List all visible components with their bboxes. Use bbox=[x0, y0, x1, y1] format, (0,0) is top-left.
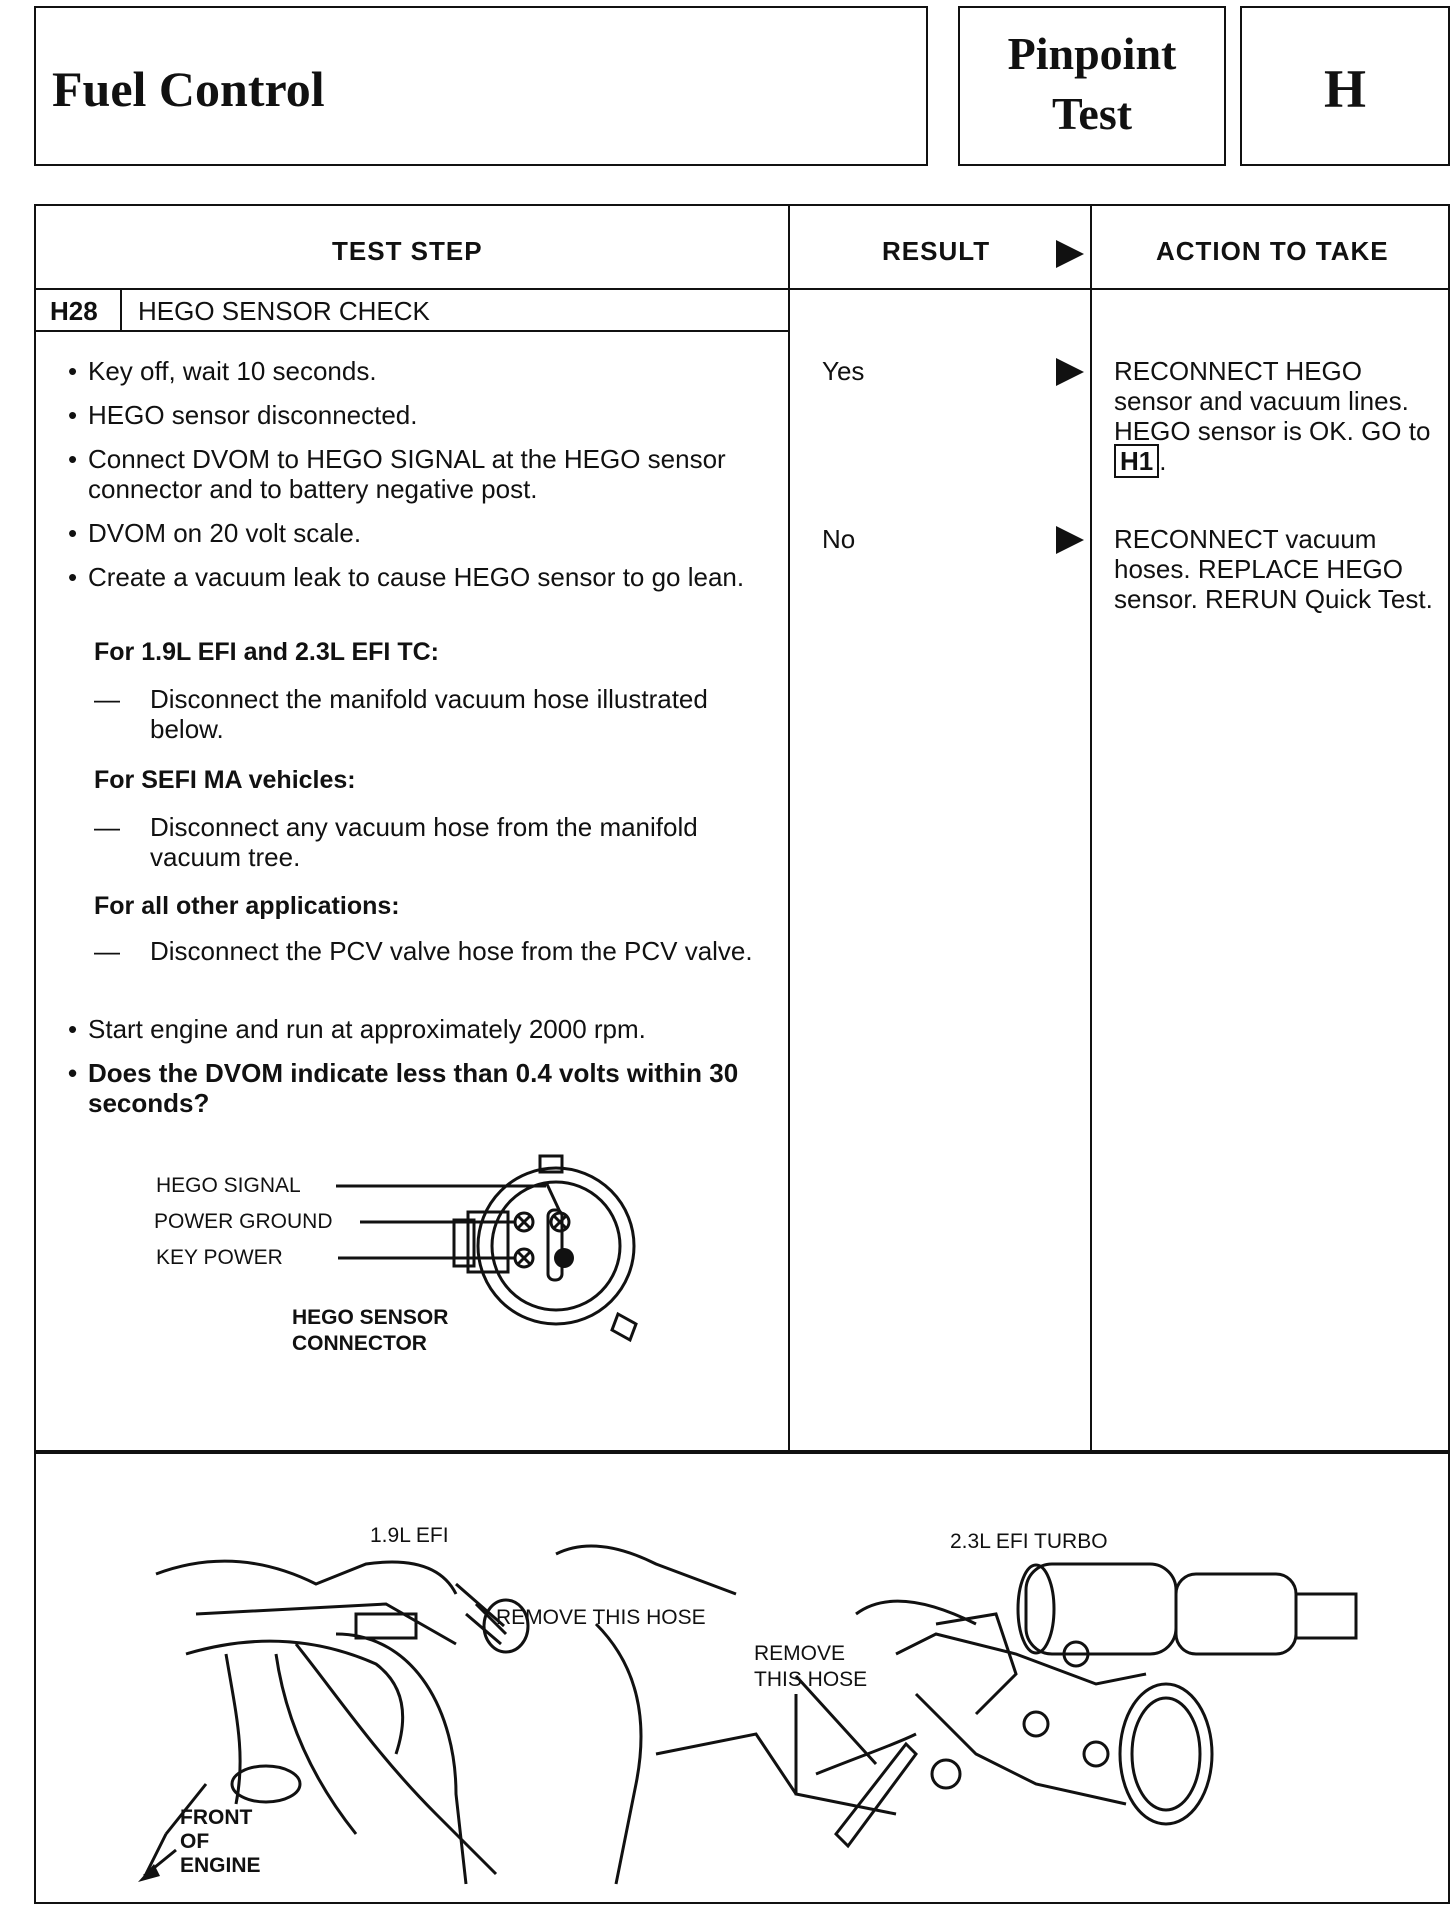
engine-23l-drawing bbox=[656, 1564, 1356, 1846]
step-bullet-4: • DVOM on 20 volt scale. bbox=[88, 518, 788, 548]
sub-item-3: — Disconnect the PCV valve hose from the PCV valve. bbox=[94, 936, 774, 966]
label-key-power: KEY POWER bbox=[156, 1246, 283, 1269]
step-title: HEGO SENSOR CHECK bbox=[138, 296, 430, 326]
page-title: Fuel Control bbox=[52, 61, 325, 117]
col-header-test-step: TEST STEP bbox=[332, 236, 483, 266]
sub-item-1: — Disconnect the manifold vacuum hose illustrated below. bbox=[94, 684, 714, 744]
step-bullet-1: • Key off, wait 10 seconds. bbox=[88, 356, 788, 386]
front-of-engine-2: OF bbox=[180, 1830, 210, 1853]
engine-drawings bbox=[36, 1454, 1448, 1902]
sub-heading-2: For SEFI MA vehicles: bbox=[94, 766, 356, 794]
test-table bbox=[34, 204, 1450, 1452]
step-bullet-2: • HEGO sensor disconnected. bbox=[88, 400, 788, 430]
sub-heading-1: For 1.9L EFI and 2.3L EFI TC: bbox=[94, 638, 439, 666]
engine-illustration-box bbox=[34, 1452, 1450, 1904]
engine-19l-drawing bbox=[146, 1546, 736, 1884]
test-letter-box bbox=[1240, 6, 1450, 166]
label-hego-signal: HEGO SIGNAL bbox=[156, 1174, 301, 1197]
step-bullet-3: • Connect DVOM to HEGO SIGNAL at the HEGO sensor connector and to battery negative post. bbox=[88, 444, 778, 504]
yes-arrow-icon bbox=[1056, 358, 1084, 386]
step-id-divider bbox=[120, 288, 122, 330]
step-bullet-6: • Start engine and run at approximately 2000 rpm. bbox=[88, 1014, 788, 1044]
pinpoint-test-box bbox=[958, 6, 1226, 166]
step-question: • Does the DVOM indicate less than 0.4 volts within 30 seconds? bbox=[88, 1058, 748, 1118]
sub-item-2: — Disconnect any vacuum hose from the manifold vacuum tree. bbox=[94, 812, 714, 872]
result-arrow-icon bbox=[1056, 240, 1084, 268]
sub-heading-3: For all other applications: bbox=[94, 892, 400, 920]
col-header-result: RESULT bbox=[882, 236, 991, 266]
fig-left-title: 1.9L EFI bbox=[370, 1524, 449, 1547]
result-no: No bbox=[822, 524, 856, 554]
goto-h1-link[interactable]: H1 bbox=[1114, 444, 1159, 478]
front-of-engine-1: FRONT bbox=[180, 1806, 253, 1829]
header-divider bbox=[36, 288, 1448, 290]
connector-caption-2: CONNECTOR bbox=[292, 1332, 427, 1355]
step-bullet-5: • Create a vacuum leak to cause HEGO sensor to go lean. bbox=[88, 562, 768, 592]
front-of-engine-3: ENGINE bbox=[180, 1854, 261, 1877]
action-no: RECONNECT vacuum hoses. REPLACE HEGO sensor. RERUN Quick Test. bbox=[1114, 524, 1433, 614]
pinpoint-label: Pinpoint Test bbox=[1007, 28, 1177, 139]
step-title-divider bbox=[36, 330, 788, 332]
label-power-ground: POWER GROUND bbox=[154, 1210, 333, 1233]
col-divider-2 bbox=[1090, 206, 1092, 1450]
title-box bbox=[34, 6, 928, 166]
pin-dot-icon bbox=[554, 1248, 574, 1268]
col-divider-1 bbox=[788, 206, 790, 1450]
fig-right-title: 2.3L EFI TURBO bbox=[950, 1530, 1108, 1553]
result-yes: Yes bbox=[822, 356, 865, 386]
col-header-action: ACTION TO TAKE bbox=[1156, 236, 1389, 266]
no-arrow-icon bbox=[1056, 526, 1084, 554]
fig-right-callout-1: REMOVE bbox=[754, 1642, 846, 1665]
fig-right-callout-2: THIS HOSE bbox=[754, 1668, 868, 1691]
fig-left-callout: REMOVE THIS HOSE bbox=[496, 1606, 706, 1629]
step-id: H28 bbox=[50, 296, 98, 326]
connector-caption-1: HEGO SENSOR bbox=[292, 1306, 449, 1329]
action-yes: RECONNECT HEGO sensor and vacuum lines. HEGO sensor is OK. GO to H1 . bbox=[1114, 356, 1431, 476]
test-letter: H bbox=[1323, 59, 1366, 119]
